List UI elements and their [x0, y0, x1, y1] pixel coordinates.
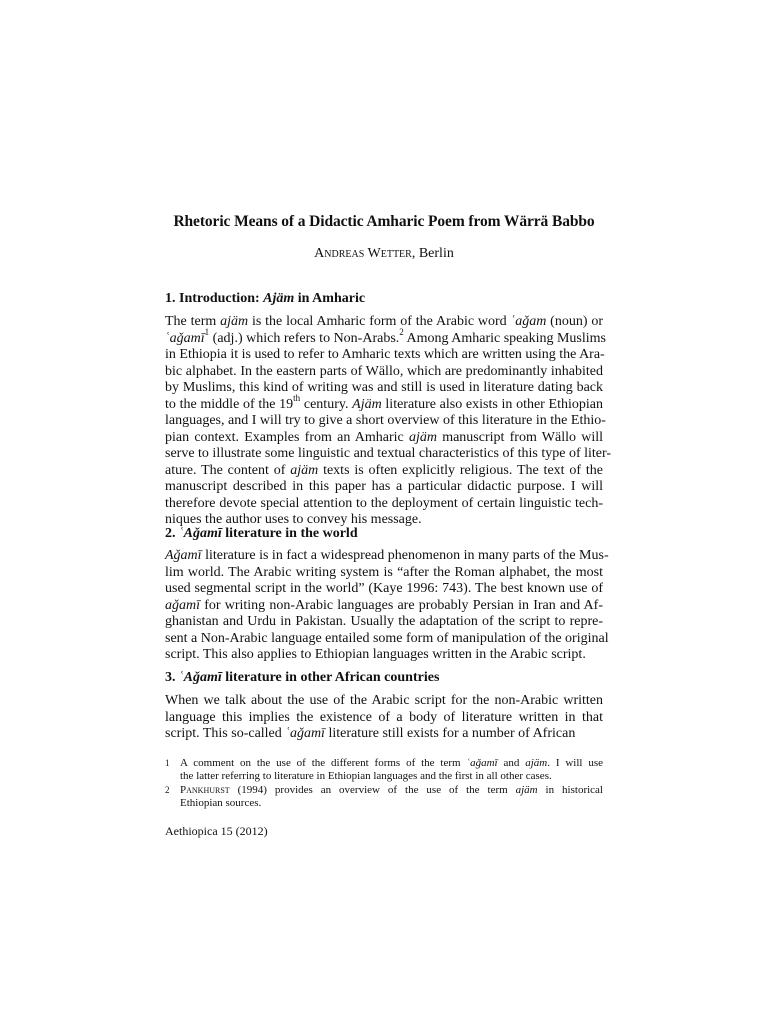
text-line: [165, 314, 603, 331]
text-line: [165, 548, 609, 565]
text-run: (1994) provides an overview of the use of the term: [229, 784, 516, 796]
text-line: [165, 380, 603, 397]
section-3-paragraph: [165, 693, 603, 743]
text-run: and: [497, 757, 526, 769]
text-line: [165, 598, 603, 615]
text-line: [165, 614, 603, 631]
italic-term: ʿaǧam: [510, 314, 547, 329]
text-line: [165, 693, 603, 710]
italic-term: ajäm: [220, 314, 249, 329]
text-line: [165, 392, 603, 414]
italic-term: ajäm: [290, 462, 319, 478]
text-run: ghanistan and Urdu in Pakistan. Usually the adaptation of the script to repre-: [165, 614, 603, 629]
text-line: [165, 581, 603, 598]
text-run: Ethiopian sources.: [180, 797, 262, 810]
footnote-line: [180, 757, 603, 770]
text-run: pian context. Examples from an Amharic: [165, 429, 409, 445]
footnote-text: [180, 757, 603, 783]
text-run: used segmental script in the world” (Kaye 1996: 743). The best known use of: [165, 581, 603, 596]
footnote-line: [180, 784, 603, 797]
italic-term: ajäm: [525, 757, 548, 769]
section-3-title: literature in other African countries: [221, 670, 440, 685]
section-1-heading: [165, 291, 365, 307]
footnote-line: [180, 770, 603, 783]
footnote-reference: 1: [204, 326, 210, 337]
text-run: century.: [300, 396, 353, 412]
footnote-reference: 2: [399, 326, 404, 337]
section-1-term: Ajäm: [263, 291, 295, 306]
text-run: to the middle of the 19: [165, 396, 294, 412]
text-run: A comment on the use of the different forms of the term: [180, 757, 467, 769]
text-run: therefore devote special attention to the deployment of certain linguistic tech-: [165, 495, 603, 511]
footnote-line: [180, 797, 603, 810]
text-run: Among Amharic speaking Muslims: [403, 330, 606, 346]
italic-term: ʿaǧamī: [466, 757, 498, 769]
footnote-number: 2: [165, 785, 170, 795]
text-line: [165, 710, 603, 727]
text-run: script. This so-called: [165, 726, 286, 741]
text-line: [165, 430, 603, 447]
text-run: languages, and I will try to give a short overview of this literature in the Ethio-: [165, 413, 606, 428]
section-2-paragraph: [165, 548, 609, 664]
author-place: , Berlin: [411, 246, 454, 261]
section-1-number: 1. Introduction:: [165, 291, 264, 306]
text-run: lim world. The Arabic writing system is “after the Roman alphabet, the most: [165, 564, 603, 580]
text-run: The term: [165, 314, 221, 329]
text-run: (noun) or: [546, 314, 603, 329]
section-1-paragraph: [165, 314, 612, 529]
text-run: literature is in fact a widespread phenomenon in many parts of the Mus-: [201, 548, 609, 563]
text-run: When we talk about the use of the Arabic script for the non-Arabic written: [165, 693, 603, 708]
text-run: manuscript from Wällo will: [436, 429, 603, 445]
text-line: [165, 446, 612, 463]
text-run: ature. The content of: [165, 462, 291, 478]
italic-term: ajäm: [515, 784, 538, 796]
text-run: in historical: [537, 784, 603, 796]
section-3-number: 3.: [165, 670, 179, 685]
text-line: [165, 413, 606, 430]
italic-term: Aǧamī: [165, 548, 202, 563]
small-caps-name: Pankhurst: [180, 784, 230, 796]
text-line: [165, 364, 603, 381]
italic-term: aǧamī: [165, 597, 200, 613]
italic-term: Ajäm: [352, 396, 382, 412]
text-line: [165, 726, 603, 743]
text-run: the latter referring to literature in Ethiopian languages and the first in all other cases.: [180, 770, 552, 783]
footnote-text: [180, 784, 603, 810]
text-line: [165, 479, 603, 496]
text-run: literature also exists in other Ethiopian: [381, 396, 603, 412]
text-line: [165, 347, 603, 364]
italic-term: ʿaǧamī: [165, 330, 205, 346]
footnote-number: 1: [165, 758, 170, 768]
section-3-heading: [165, 670, 439, 686]
journal-citation: Aethiopica 15 (2012): [165, 824, 268, 838]
text-run: script. This also applies to Ethiopian languages written in the Arabic script.: [165, 647, 586, 662]
text-run: texts is often explicitly religious. The text of the: [318, 462, 603, 478]
text-run: in Ethiopia it is used to refer to Amharic texts which are written using the Ara-: [165, 347, 605, 362]
text-run: literature still exists for a number of African: [324, 726, 576, 741]
text-line: [165, 326, 606, 348]
italic-term: ʿaǧamī: [285, 726, 325, 741]
text-line: [165, 630, 609, 648]
text-run: for writing non-Arabic languages are probably Persian in Iran and Af-: [200, 597, 603, 613]
text-line: [165, 565, 603, 582]
text-run: manuscript described in this paper has a particular didactic purpose. I will: [165, 479, 603, 494]
text-run: language this implies the existence of a body of literature written in that: [165, 709, 603, 725]
footnote-reference: th: [293, 392, 301, 403]
text-run: . I will use: [547, 757, 603, 769]
text-run: bic alphabet. In the eastern parts of Wällo, which are predominantly inhabited: [165, 363, 603, 379]
author-name: Andreas Wetter: [314, 246, 412, 261]
text-line: [165, 647, 603, 664]
text-line: [165, 463, 603, 480]
section-2-number: 2.: [165, 526, 179, 541]
text-run: (adj.) which refers to Non-Arabs.: [209, 330, 400, 346]
text-run: by Muslims, this kind of writing was and still is used in literature dating back: [165, 380, 603, 395]
text-line: [165, 496, 603, 513]
section-2-title: literature in the world: [221, 526, 358, 541]
text-run: serve to illustrate some linguistic and textual characteristics of this type of liter-: [165, 446, 612, 461]
article-title: Rhetoric Means of a Didactic Amharic Poem from Wärrä Babbo: [173, 213, 595, 230]
text-run: niques the author uses to convey his message.: [165, 512, 422, 527]
text-run: is the local Amharic form of the Arabic word: [248, 314, 511, 329]
text-run: sent a Non-Arabic language entailed some form of manipulation of the original: [165, 630, 609, 646]
author-line: [165, 246, 603, 262]
section-1-title: in Amharic: [294, 291, 366, 306]
section-3-term: ʿAǧamī: [179, 670, 222, 685]
italic-term: ajäm: [408, 429, 437, 445]
section-2-heading: [165, 526, 358, 542]
section-2-term: ʿAǧamī: [179, 526, 222, 541]
